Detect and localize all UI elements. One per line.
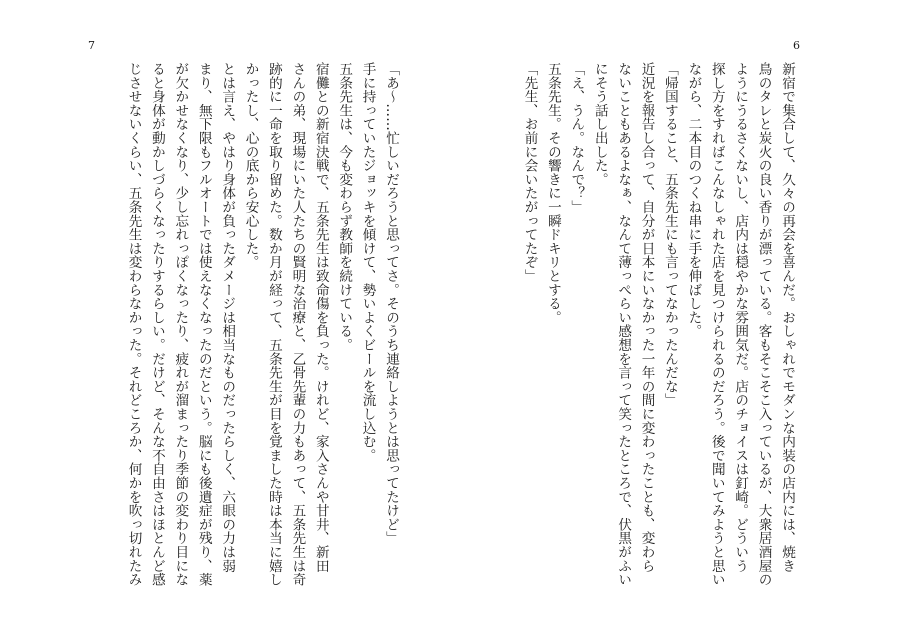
text-line: にそう話し出した。 — [591, 62, 608, 187]
text-line: 鳥のタレと炭火の良い香りが漂っている。客もそこそこ入っているが、大衆居酒屋の — [755, 62, 772, 587]
text-line: 手に持っていたジョッキを傾けて、勢いよくビールを流し込む。 — [359, 62, 376, 463]
text-line: 跡的に一命を取り留めた。数か月が経って、五条先生が目を覚ました時は本当に嬉し — [265, 62, 282, 587]
text-line: ると身体が動かしづらくなったりするらしい。だけど、そんな不自由さはほとんど感 — [148, 62, 165, 587]
text-line: 宿儺との新宿決戦で、五条先生は致命傷を負った。けれど、家入さんや甘井、新田 — [312, 62, 329, 573]
text-line: かったし、心の底から安心した。 — [242, 62, 259, 269]
text-line: 「あ〜……忙しいだろうと思ってさ。そのうち連絡しようとは思ってたけど」 — [383, 62, 399, 545]
text-line: 近況を報告し合って、自分が日本にいなかった一年の間に変わったことも、変わら — [638, 62, 655, 573]
text-line: 探し方をすればこんなしゃれた店を見つけられるのだろう。後で聞いてみようと思い — [708, 62, 725, 587]
text-line: じさせないくらい、五条先生は変わらなかった。それどころか、何かを吹っ切れたみ — [125, 62, 142, 587]
text-line: とは言え、やはり身体が負ったダメージは相当なものだったらしく、六眼の力は弱 — [219, 62, 236, 573]
left-page-text — [72, 62, 402, 602]
page-number-left: 7 — [88, 39, 95, 52]
right-page-text — [488, 62, 798, 602]
text-line: が欠かせなくなり、少し忘れっぽくなったり、疲れが溜まったり季節の変わり目にな — [172, 62, 189, 587]
page-number-right: 6 — [793, 39, 800, 52]
text-line: 新宿で集合して、久々の再会を喜んだ。おしゃれでモダンな内装の店内には、焼き — [779, 62, 795, 573]
text-line: 「帰国すること、五条先生にも言ってなかったんだな」 — [661, 62, 678, 407]
text-line: さんの弟、現場にいた人たちの賢明な治療と、乙骨先輩の力もあって、五条先生は奇 — [289, 62, 306, 587]
text-line: ないこともあるよなぁ、なんて薄っぺらい感想を言って笑ったところで、伏黒がふい — [615, 62, 632, 587]
text-line: 「え、うん。なんで？」 — [568, 62, 585, 214]
text-line: 「先生、お前に会いたがってたぞ」 — [521, 62, 538, 283]
text-line: 五条先生は、今も変わらず教師を続けている。 — [336, 62, 353, 352]
text-line: ながら、二本目のつくね串に手を伸ばした。 — [685, 62, 702, 338]
text-line: 五条先生。その響きに一瞬ドキリとする。 — [544, 62, 561, 325]
text-line: まり、無下限もフルオートでは使えなくなったのだという。脳にも後遺症が残り、薬 — [195, 62, 212, 587]
text-line: ようにうるさくないし、店内は穏やかな雰囲気だ。店のチョイスは釘崎。どういう — [732, 62, 749, 573]
